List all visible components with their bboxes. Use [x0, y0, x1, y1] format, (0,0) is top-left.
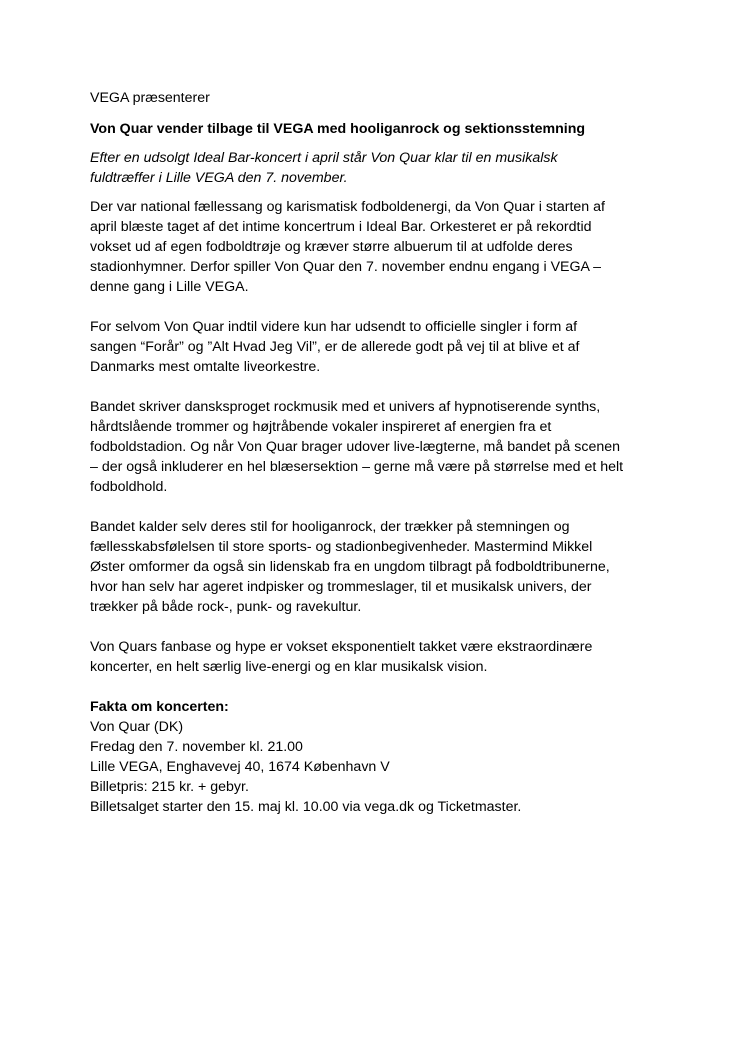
fact-line: Fredag den 7. november kl. 21.00 [90, 739, 303, 755]
body-paragraph [90, 317, 670, 377]
text-line: Der var national fællessang og karismatisk fodboldenergi, da Von Quar i starten af [90, 199, 605, 215]
text-line: denne gang i Lille VEGA. [90, 279, 249, 295]
press-release [90, 88, 670, 817]
fact-line: Lille VEGA, Enghavevej 40, 1674 København V [90, 759, 390, 775]
text-line: vokset ud af egen fodboldtrøje og kræver større albuerum til at udfolde deres [90, 239, 573, 255]
text-line: april blæste taget af det intime koncertrum i Ideal Bar. Orkesteret er på rekordtid [90, 219, 592, 235]
fact-line: Billetsalget starter den 15. maj kl. 10.00 via vega.dk og Ticketmaster. [90, 799, 522, 815]
text-line: Bandet skriver dansksproget rockmusik med et univers af hypnotiserende synths, [90, 399, 601, 415]
text-line: Øster omformer da også sin lidenskab fra en ungdom tilbragt på fodboldtribunerne, [90, 559, 610, 575]
text-line: fodboldhold. [90, 479, 168, 495]
text-line: Danmarks mest omtalte liveorkestre. [90, 359, 321, 375]
text-line: stadionhymner. Derfor spiller Von Quar den 7. november endnu engang i VEGA – [90, 259, 602, 275]
facts-title: Fakta om koncerten: [90, 699, 229, 715]
concert-facts [90, 697, 670, 817]
text-line: For selvom Von Quar indtil videre kun har udsendt to officielle singler i form af [90, 319, 578, 335]
lede-line: Efter en udsolgt Ideal Bar-koncert i april står Von Quar klar til en musikalsk [90, 150, 558, 166]
text-line: Von Quars fanbase og hype er vokset eksponentielt takket være ekstraordinære [90, 639, 593, 655]
text-line: koncerter, en helt særlig live-energi og en klar musikalsk vision. [90, 659, 488, 675]
text-line: trækker på både rock-, punk- og ravekultur. [90, 599, 362, 615]
text-line: hvor han selv har ageret indpisker og trommeslager, til et musikalsk univers, der [90, 579, 592, 595]
text-line: fællesskabsfølelsen til store sports- og stadionbegivenheder. Mastermind Mikkel [90, 539, 593, 555]
body-paragraph [90, 197, 670, 297]
fact-line: Von Quar (DK) [90, 719, 184, 735]
text-line: sangen “Forår” og ”Alt Hvad Jeg Vil”, er de allerede godt på vej til at blive et af [90, 339, 580, 355]
text-line: hårdtslående trommer og højtråbende vokaler inspireret af energien fra et [90, 419, 552, 435]
text-line: – der også inkluderer en hel blæsersektion – gerne må være på størrelse med et helt [90, 459, 624, 475]
body-paragraph [90, 637, 670, 677]
headline: Von Quar vender tilbage til VEGA med hooliganrock og sektionsstemning [90, 121, 586, 137]
fact-line: Billetpris: 215 kr. + gebyr. [90, 779, 249, 795]
presenter-line: VEGA præsenterer [90, 90, 210, 106]
text-line: Bandet kalder selv deres stil for hooliganrock, der trækker på stemningen og [90, 519, 570, 535]
body-paragraph [90, 517, 670, 617]
text-line: fodboldstadion. Og når Von Quar brager udover live-lægterne, må bandet på scenen [90, 439, 621, 455]
lede [90, 148, 670, 188]
lede-line: fuldtræffer i Lille VEGA den 7. november. [90, 170, 348, 186]
body-paragraph [90, 397, 670, 497]
